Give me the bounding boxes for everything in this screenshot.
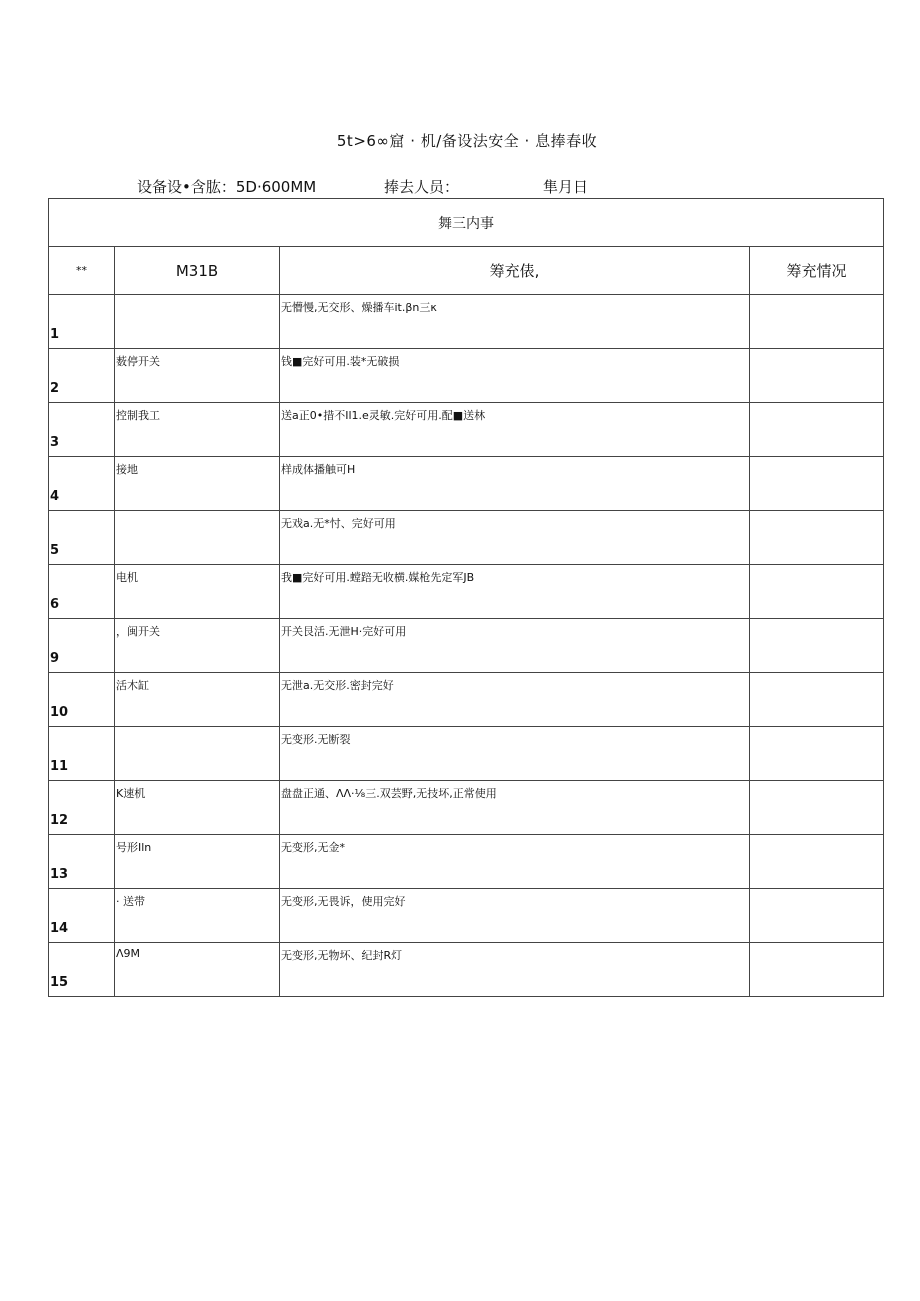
column-header-no: ** bbox=[49, 247, 115, 295]
row-status[interactable] bbox=[750, 619, 884, 673]
column-header-status: 筹充情况 bbox=[750, 247, 884, 295]
row-item-name: 接地 bbox=[115, 457, 280, 511]
row-status[interactable] bbox=[750, 511, 884, 565]
table-row bbox=[49, 295, 884, 349]
row-number: 14 bbox=[49, 889, 115, 943]
row-item-name: Λ9M bbox=[115, 943, 280, 997]
row-requirement: 无懵慢,无交形、燥播车it.βn三κ bbox=[280, 295, 750, 349]
table-row bbox=[49, 349, 884, 403]
row-number: 12 bbox=[49, 781, 115, 835]
table-row bbox=[49, 835, 884, 889]
row-requirement: 无变形.无断裂 bbox=[280, 727, 750, 781]
row-requirement: 盘盘正通、ΛΛ·⅛三.双芸野,无技坏,正常使用 bbox=[280, 781, 750, 835]
row-requirement: 无变形,无金* bbox=[280, 835, 750, 889]
row-item-name: K速机 bbox=[115, 781, 280, 835]
table-row bbox=[49, 889, 884, 943]
table-row bbox=[49, 619, 884, 673]
row-item-name: 活木缸 bbox=[115, 673, 280, 727]
row-status[interactable] bbox=[750, 943, 884, 997]
row-number: 11 bbox=[49, 727, 115, 781]
row-item-name: 电机 bbox=[115, 565, 280, 619]
row-requirement: 送a正0•措不Il1.e灵敏.完好可用.配■送林 bbox=[280, 403, 750, 457]
row-number: 9 bbox=[49, 619, 115, 673]
row-item-name: ，闽开关 bbox=[115, 619, 280, 673]
table-row bbox=[49, 565, 884, 619]
row-status[interactable] bbox=[750, 403, 884, 457]
row-number: 15 bbox=[49, 943, 115, 997]
row-number: 10 bbox=[49, 673, 115, 727]
row-item-name: 薮停开关 bbox=[115, 349, 280, 403]
row-status[interactable] bbox=[750, 673, 884, 727]
inspection-table bbox=[48, 198, 884, 997]
row-number: 2 bbox=[49, 349, 115, 403]
inspector-label: 捧去人员： bbox=[384, 178, 460, 196]
row-requirement: 开关艮活.无泄H·完好可用 bbox=[280, 619, 750, 673]
row-item-name: 号形Iln bbox=[115, 835, 280, 889]
row-number: 13 bbox=[49, 835, 115, 889]
row-number: 1 bbox=[49, 295, 115, 349]
row-status[interactable] bbox=[750, 349, 884, 403]
column-header-row bbox=[49, 247, 884, 295]
row-status[interactable] bbox=[750, 889, 884, 943]
row-number: 6 bbox=[49, 565, 115, 619]
row-requirement: 无戏a.无*忖、完好可用 bbox=[280, 511, 750, 565]
column-header-name: M31B bbox=[115, 247, 280, 295]
row-requirement: 钱■完好可用.装*无破损 bbox=[280, 349, 750, 403]
row-item-name bbox=[115, 295, 280, 349]
document-title: 5t>6∞窟 · 机/备设法安全 · 息捧春收 bbox=[336, 132, 598, 150]
section-header: 舞三内事 bbox=[49, 199, 884, 247]
column-header-requirement: 筹充俵, bbox=[280, 247, 750, 295]
table-row bbox=[49, 511, 884, 565]
row-status[interactable] bbox=[750, 457, 884, 511]
row-item-name: · 送带 bbox=[115, 889, 280, 943]
row-requirement: 无泄a.无交形.密封完好 bbox=[280, 673, 750, 727]
row-item-name: 控制我工 bbox=[115, 403, 280, 457]
table-row bbox=[49, 457, 884, 511]
row-requirement: 我■完好可用.螳踣无收横.媒枪先定军JB bbox=[280, 565, 750, 619]
row-requirement: 样成体播触可H bbox=[280, 457, 750, 511]
row-number: 3 bbox=[49, 403, 115, 457]
device-model-label: 设备设•含肱：5D·600MM bbox=[137, 178, 317, 196]
row-status[interactable] bbox=[750, 781, 884, 835]
section-header-row bbox=[49, 199, 884, 247]
table-row bbox=[49, 943, 884, 997]
table-row bbox=[49, 673, 884, 727]
table-row bbox=[49, 781, 884, 835]
date-label: 隼月日 bbox=[543, 178, 589, 196]
row-number: 5 bbox=[49, 511, 115, 565]
row-item-name bbox=[115, 727, 280, 781]
row-number: 4 bbox=[49, 457, 115, 511]
row-requirement: 无变形,无物坏、纪封R灯 bbox=[280, 943, 750, 997]
row-status[interactable] bbox=[750, 295, 884, 349]
row-status[interactable] bbox=[750, 835, 884, 889]
row-status[interactable] bbox=[750, 565, 884, 619]
row-item-name bbox=[115, 511, 280, 565]
row-status[interactable] bbox=[750, 727, 884, 781]
table-row bbox=[49, 403, 884, 457]
table-row bbox=[49, 727, 884, 781]
row-requirement: 无变形,无畏诉，使用完好 bbox=[280, 889, 750, 943]
